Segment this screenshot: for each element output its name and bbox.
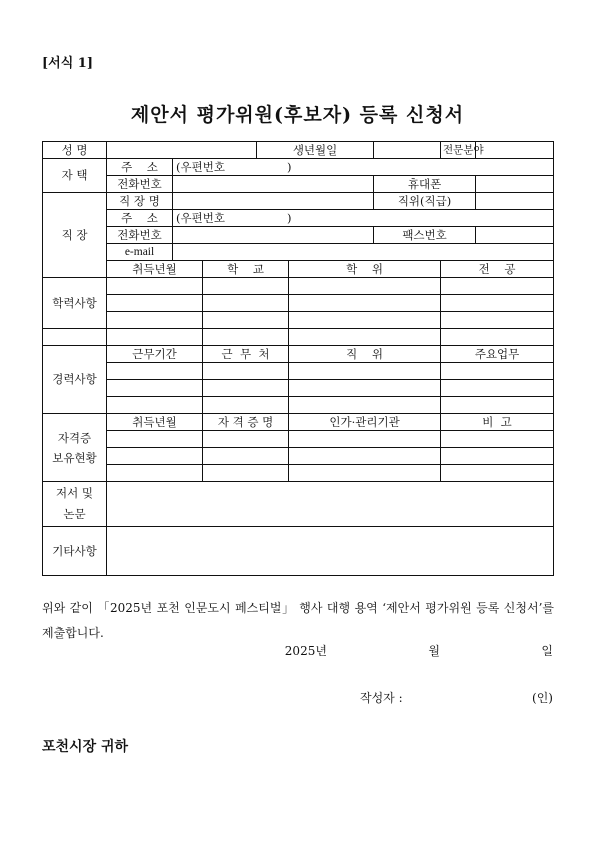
table-cell[interactable] [203,397,289,414]
birth-field[interactable] [374,142,441,159]
table-cell[interactable] [289,380,441,397]
education-header-school: 학 교 [203,261,289,278]
career-header-period: 근무기간 [107,346,203,363]
name-label: 성 명 [43,142,107,159]
table-cell[interactable] [107,448,203,465]
certificates-section-label [43,414,107,482]
work-section-label: 직 장 [43,193,107,278]
workplace-field[interactable] [173,193,374,210]
table-cell[interactable] [289,465,441,482]
fax-field[interactable] [476,227,554,244]
certificates-label-line2: 보유현황 [52,450,97,465]
table-cell[interactable] [203,363,289,380]
career-section-label: 경력사항 [43,346,107,414]
certificates-label-line1: 자격증 [57,430,92,445]
table-cell[interactable] [441,431,554,448]
table-cell[interactable] [107,363,203,380]
career-header-duties: 주요업무 [441,346,554,363]
table-cell[interactable] [289,329,441,346]
table-cell[interactable] [203,465,289,482]
career-header-workplace: 근 무 처 [203,346,289,363]
table-cell[interactable] [107,329,203,346]
table-cell[interactable] [107,397,203,414]
work-address-field[interactable] [173,210,554,227]
table-cell[interactable] [203,431,289,448]
section-spacer [43,329,107,346]
education-header-major: 전 공 [441,261,554,278]
table-cell[interactable] [107,278,203,295]
table-cell[interactable] [203,448,289,465]
table-cell[interactable] [107,380,203,397]
table-cell[interactable] [203,380,289,397]
mobile-field[interactable] [476,176,554,193]
table-cell[interactable] [441,329,554,346]
education-header-degree: 학 위 [289,261,441,278]
seal-label: (인) [532,691,553,705]
table-cell[interactable] [441,312,554,329]
name-row [43,142,554,159]
table-cell[interactable] [107,465,203,482]
publications-label-line2: 논문 [63,507,86,521]
name-field[interactable] [107,142,257,159]
other-label: 기타사항 [43,527,107,576]
email-field[interactable] [173,244,554,261]
table-cell[interactable] [441,295,554,312]
work-zip-prefix: (우편번호 [176,210,225,225]
email-label: e-mail [107,244,173,261]
table-cell[interactable] [203,312,289,329]
career-header-position: 직 위 [289,346,441,363]
writer-label: 작성자 : [360,691,403,705]
publications-label-line1: 저서 및 [56,486,93,500]
submission-date: 2025년 월 일 [284,644,553,658]
table-cell[interactable] [289,295,441,312]
home-zip-prefix: (우편번호 [176,159,225,174]
table-cell[interactable] [289,278,441,295]
table-cell[interactable] [203,278,289,295]
application-form-table [42,141,554,576]
certificates-header-notes: 비 고 [441,414,554,431]
publications-label [43,482,107,527]
recipient: 포천시장 귀하 [42,739,129,755]
birth-label: 생년월일 [257,142,374,159]
home-phone-field[interactable] [173,176,374,193]
position-rank-field[interactable] [476,193,554,210]
education-header-acquired: 취득년월 [107,261,203,278]
table-cell[interactable] [441,448,554,465]
table-cell[interactable] [203,295,289,312]
other-field[interactable] [107,527,554,576]
table-cell[interactable] [203,329,289,346]
table-cell[interactable] [289,448,441,465]
home-address-label: 주 소 [107,159,173,176]
fax-label: 팩스번호 [374,227,476,244]
home-section-label: 자 택 [43,159,107,193]
form-label: [서식 1] [42,56,93,71]
home-phone-label: 전화번호 [107,176,173,193]
home-address-field[interactable] [173,159,554,176]
table-cell[interactable] [107,312,203,329]
table-cell[interactable] [441,380,554,397]
position-rank-label: 직위(직급) [374,193,476,210]
table-cell[interactable] [289,363,441,380]
specialty-label: 전문분야 [441,142,476,159]
certificates-header-issuer: 인가·관리기관 [289,414,441,431]
work-phone-field[interactable] [173,227,374,244]
table-cell[interactable] [289,431,441,448]
education-section-label: 학력사항 [43,278,107,329]
workplace-label: 직 장 명 [107,193,173,210]
table-cell[interactable] [441,465,554,482]
work-address-label: 주 소 [107,210,173,227]
mobile-label: 휴대폰 [374,176,476,193]
specialty-field[interactable] [476,142,554,159]
document-title: 제안서 평가위원(후보자) 등록 신청서 [130,104,465,126]
table-cell[interactable] [289,312,441,329]
table-cell[interactable] [441,397,554,414]
work-zip-suffix: ) [286,210,292,225]
publications-field[interactable] [107,482,554,527]
table-cell[interactable] [441,278,554,295]
certificates-header-name: 자 격 증 명 [203,414,289,431]
declaration-text: 위와 같이 「2025년 포천 인문도시 페스티벌」 행사 대행 용역 ‘제안서 평가위원 등록 신청서’를 제출합니다. [42,601,554,640]
certificates-header-acquired: 취득년월 [107,414,203,431]
table-cell[interactable] [441,363,554,380]
table-cell[interactable] [289,397,441,414]
table-cell[interactable] [107,431,203,448]
home-zip-suffix: ) [286,159,292,174]
table-cell[interactable] [107,295,203,312]
work-phone-label: 전화번호 [107,227,173,244]
